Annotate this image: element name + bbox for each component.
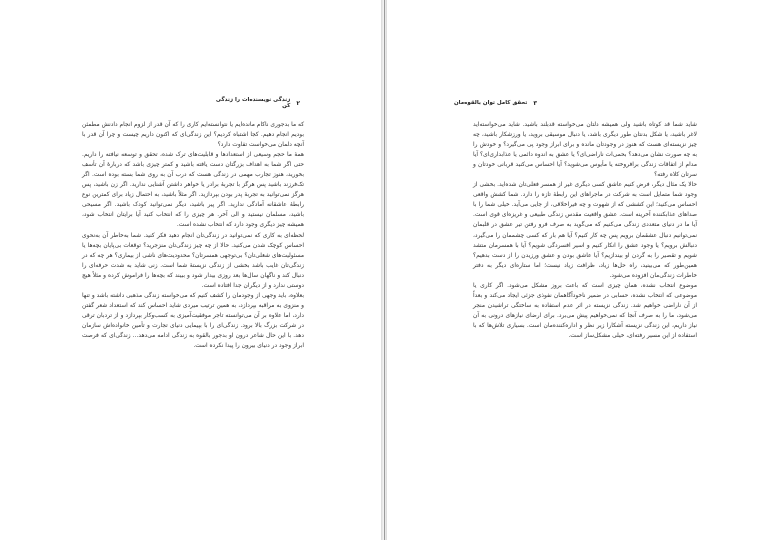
right-page	[387, 0, 768, 540]
right-page-body	[473, 120, 697, 341]
paragraph: شاید شما قد کوتاه باشید ولی همیشه دلتان می‌خواسته قدبلند باشید. شاید می‌خواسته‌اید لاغر باشید، یا شکل بدنتان طور دیگری باشد، یا دنبال موسیقی بروید، یا ورزشکار باشید، چه چیز نزیسته‌ای هست که هنوز در وجودتان مانده و برای ابراز وجود پی می‌گیرد؟ و خودش را به چه صورت نشان می‌دهد؟ بحمی‌ات ناراضی‌ای؟ یا عشق به اندوه دائمی یا عذابداری‌ای؟ آیا مدام از اتفاقات زندگی برافروخته یا مأیوس می‌شوید؟ آیا احساس می‌کنید قربانی خودتان و سرتان کلاه رفته؟	[473, 122, 697, 179]
paragraph: که ما بدجوری ناکام مانده‌ایم یا نتوانسته‌ایم کاری را که آن قدر از لزوم انجام دادنش مطمئن بودیم انجام دهیم. کجا اشتباه کردیم؟ این زندگی‌ای که اکنون داریم چیست و چرا آن قدر با آنچه دلمان می‌خواست تفاوت دارد؟	[82, 122, 304, 149]
paragraph: بعلاوه، باید وجهی از وجودمان را کشف کنیم که می‌خواسته زندگی مذهبی داشته باشد و تنها و منزوی به مراقبه بپردازد، به همین ترتیب میردی شاید احساس کند که استعداد شعر گفتن دارد، اما علاوه بر آن می‌توانسته تاجر موفقیت‌آمیزی به کسب‌وکار بپردازد و از تردبان ترقی در شرکت بزرگ بالا برود. زندگی‌ای را با بپیمایی دنیای تجارت و تأمین خانواده‌اش سازمان دهد. با این حال شاعر درون او بدجور بالقوه به زندگی ادامه می‌دهد... زندگی‌ای که فرصت ابراز وجود در دنیای بیرون را پیدا نکرده است.	[82, 292, 304, 350]
left-page	[0, 0, 381, 540]
left-page-body	[82, 120, 304, 351]
paragraph: موضوع انتخاب نشده، همان چیزی است که باعث بروز مشکل می‌شود. اگر کاری یا موضوعی که انتخاب نشده، حسابی در ضمیر ناخودآگاهمان نفوذی جزئی ایجاد می‌کند و بعداً از آن ناراضی خواهیم شد. زندگی نزیسته در اثر عدم استفاده به ساختگی تراشیدن منجر می‌شود، ما را به صرف آنجا که نمی‌خواهیم پیش می‌برد. برای ارضای نیازهای درونی به آن نیاز داریم، این زندگی نزیسته آشکارا زیر نظر و اداره‌کننده‌مان است. بسیاری تلاش‌ها که با استفاده از این مسیر رفته‌ای، خیلی مشکل‌ساز است.	[473, 282, 697, 339]
right-page-header	[447, 97, 537, 109]
right-page-number: ۳	[533, 99, 537, 107]
right-running-head: تحقق کامل توان بالقوه‌مان	[453, 100, 528, 106]
left-page-number: ۲	[296, 99, 300, 107]
paragraph: حالا یک مثال دیگر، فرض کنیم عاشق کسی دیگری غیر از همسر فعلی‌تان شده‌اید. بخشی از وجود شما متمایل است به شرکت در ماجراهای این رابطهٔ تازه را دارد. شما کشش واقعی احساس می‌کنید؛ این کششی که از شهوت و چه فیراخلاقی، از جایی می‌آید. خیلی شما را با صداهای عذابکننده آخرینه است. عشق واقعیت مقدس زندگی طبیعی و غریزه‌ای قوی است. آیا ما در دنیای متعددی زندگی می‌کنیم که می‌گوید به صرف فرو رفتن تیر عشق در قلبمان نمی‌توانیم دنبال عشقمان برویم پس چه کار کنیم؟ آیا هم بار که کسی چشممان را می‌گیرد، دنبالش برویم؟ یا وجود عشق را انکار کنیم و اسیر افسردگی شویم؟ آیا با همسرمان متشد شویم و تقصیر را به گردن او بیندازیم؟ آیا عاشق بودن و عشق ورزیدن را از دست بدهیم؟ همین‌طور که می‌بینید، راه حل‌ها زیاد، ظرافت زیاد نیست؛ اما ستاره‌ای دیگر به دفتر خاطرات زندگی‌مان افزوده می‌شود.	[473, 182, 697, 279]
left-page-header	[210, 97, 300, 109]
paragraph: همهٔ ما حجم وسیعی از استعدادها و قابلیت‌های ترک شده، تحقق و توسعه نیافته را داریم. حتی اگر شما به اهداف بزرگتان دست یافته باشید و کمتر چیزی باشد که دربارهٔ آن تأسف بخورید، هنوز تجارب مهمی در زندگی هست که درب آن به روی شما بسته بوده است. اگر تک‌فرزند باشید پس هرگز با تجربهٔ برادر یا خواهر داشتن آشنایی ندارید. اگر زن باشید، پس هرگز نمی‌توانید به تجربهٔ پدر بودن بپردازید. اگر مثلاً باشید، به احتمال زیاد برای کمترین نوع رابطهٔ عاشقانه آمادگی ندارید. اگر پیر باشید، دیگر نمی‌توانید کودک باشید. اگر مسیحی باشید، مسلمان نیستید و الی آخر. هر چیزی را که انتخاب کنید آیا برایتان انتخاب شود، همیشه چیز دیگری وجود دارد که انتخاب نشده است.	[82, 152, 304, 229]
left-running-head: زندگی نویسنده‌ات را زندگی کن	[215, 97, 291, 109]
paragraph: لحظه‌ای به کاری که نمی‌توانید در زندگی‌تان انجام دهید فکر کنید. شما به‌خاطر آن به‌نحوی احساس کوچک شدن می‌کنید. حالا از چه چیز زندگی‌تان منزجرید؟ توقعات بی‌پایان بچه‌ها یا مسئولیت‌های شغلی‌تان؟ بی‌توجهی همسرتان؟ محدودیت‌های ناشی از بیماری؟ هر چه که در زندگی‌تان غایب باشد بخشی از زندگی نزیستهٔ شما است. زنی شاید به شدت حرفه‌ای را دنبال کند و ناگهان سال‌ها بعد روزی بیدار شود و ببیند که بچه‌ها را فراموش کرده و مثلاً هیچ دوستی ندارد و از دیگران جدا افتاده است.	[82, 232, 304, 289]
gutter-fold-line	[384, 0, 385, 540]
